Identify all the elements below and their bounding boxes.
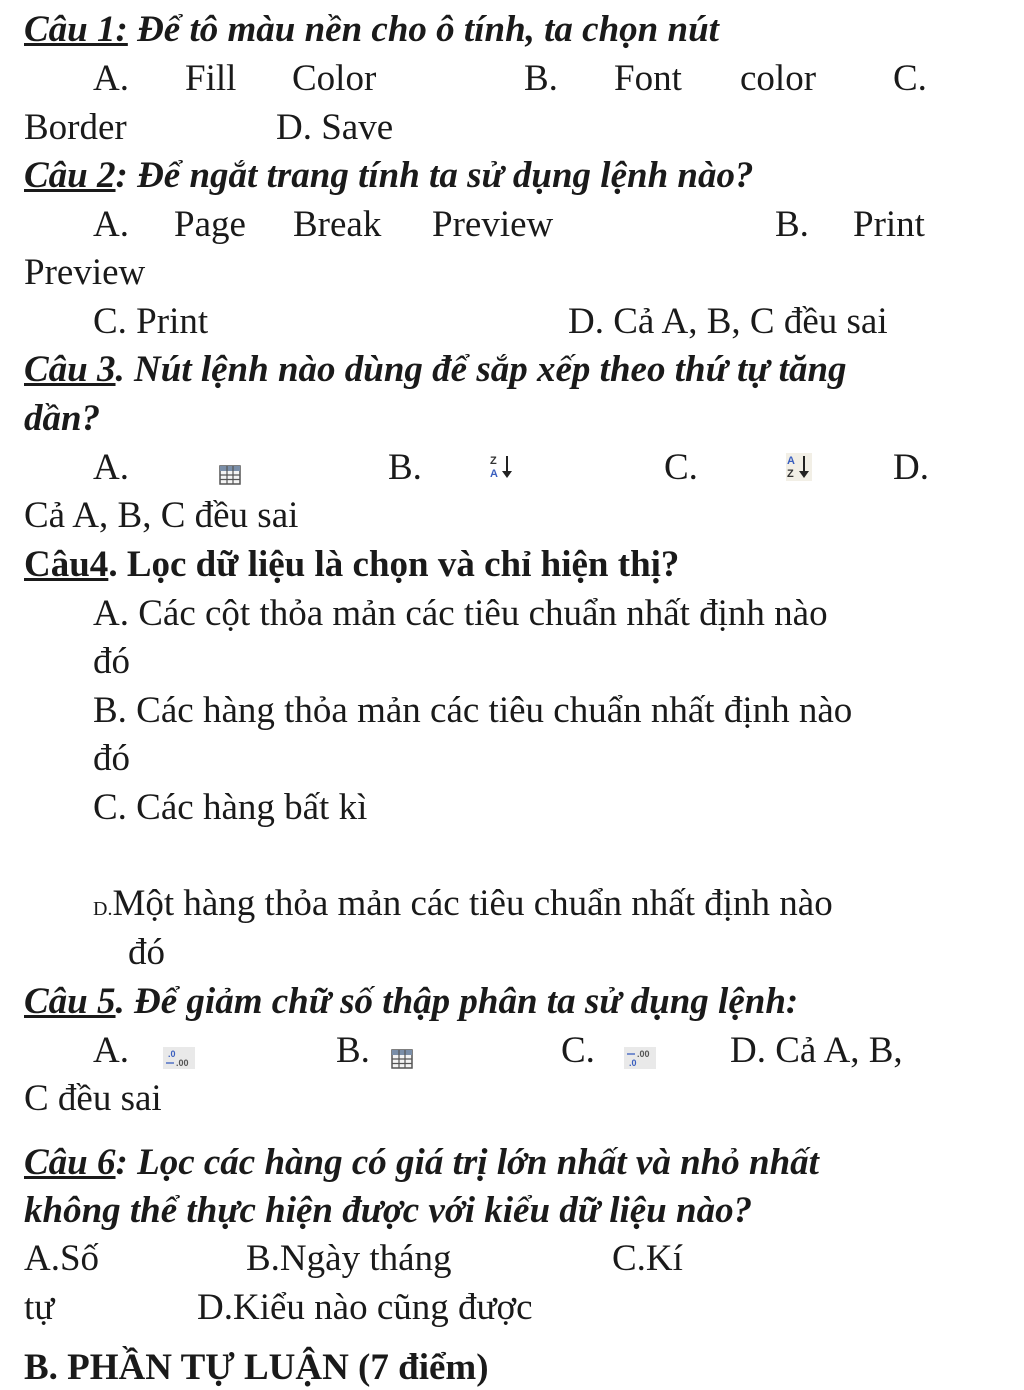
sort-descending-icon [489,448,515,492]
question-2-label: Câu 2 [24,155,116,196]
svg-text:.00: .00 [176,1058,189,1068]
q4-option-d-letter: D. [93,898,113,920]
q3-option-d-letter: D. [893,447,929,488]
q4-option-d-cont: đó [128,932,165,973]
q4-option-d: Một hàng thỏa mản các tiêu chuẩn nhất định nào [112,883,833,924]
q4-option-d-line [93,882,833,931]
q5-option-d: D. Cả A, B, [730,1030,903,1071]
decrease-decimal-icon [624,1036,656,1080]
question-3-text: . Nút lệnh nào dùng để sắp xếp theo thứ tự tăng [115,349,847,390]
q6-option-b: B.Ngày tháng [246,1238,452,1279]
question-1-text: Để tô màu nền cho ô tính, ta chọn nút [127,9,719,50]
question-6-text: : Lọc các hàng có giá trị lớn nhất và nhỏ nhất [115,1142,819,1183]
svg-text:.0: .0 [629,1058,637,1068]
q1-option-b-word2: color [740,58,817,99]
q4-option-a: A. Các cột thỏa mản các tiêu chuẩn nhất định nào [93,593,828,634]
q1-option-a-word2: Color [292,58,377,99]
q1-option-c-text: Border [24,107,127,148]
q5-option-a-letter: A. [93,1030,129,1071]
question-4-label: Câu4 [24,544,109,585]
q2-option-a-letter: A. [93,204,129,245]
q1-option-b-letter: B. [524,58,558,99]
q5-option-d-cont: C đều sai [24,1078,162,1119]
q1-option-d: D. Save [276,107,394,148]
svg-text:Z: Z [490,455,497,467]
q4-option-b-cont: đó [93,738,130,779]
next-section-heading: B. PHẦN TỰ LUẬN (7 điểm) [24,1347,489,1388]
question-5-label: Câu 5 [24,981,116,1022]
q1-option-c-letter: C. [893,58,927,99]
q4-option-b: B. Các hàng thỏa mản các tiêu chuẩn nhất định nào [93,690,853,731]
increase-decimal-icon [163,1036,195,1080]
sort-ascending-icon [786,448,812,492]
q2-option-d: D. Cả A, B, C đều sai [568,301,888,342]
q5-option-c-letter: C. [561,1030,595,1071]
svg-text:.00: .00 [637,1049,650,1059]
table-icon [219,452,241,496]
q1-option-a-letter: A. [93,58,129,99]
svg-text:.0: .0 [168,1049,176,1059]
question-6-label: Câu 6 [24,1142,116,1183]
q3-option-c-letter: C. [664,447,698,488]
question-5-text: . Để giảm chữ số thập phân ta sử dụng lệnh: [115,981,799,1022]
svg-text:A: A [490,468,498,480]
q1-option-a-word1: Fill [185,58,237,99]
question-3-title [24,348,847,392]
q3-option-d-text: Cả A, B, C đều sai [24,495,299,536]
q6-option-d: D.Kiểu nào cũng được [197,1287,533,1328]
q2-option-b-word1: Print [853,204,925,245]
question-6-title [24,1141,819,1185]
q2-option-b-letter: B. [775,204,809,245]
q4-option-a-cont: đó [93,641,130,682]
q6-option-c: C.Kí [612,1238,683,1279]
question-1-label: Câu 1: [24,9,128,50]
question-6-text-cont: không thể thực hiện được với kiểu dữ liệu nào? [24,1190,753,1231]
q3-option-a-letter: A. [93,447,129,488]
q2-option-c: C. Print [93,301,209,342]
svg-text:A: A [787,455,795,467]
question-3-label: Câu 3 [24,349,116,390]
q4-option-c: C. Các hàng bất kì [93,787,368,828]
svg-text:Z: Z [787,468,794,480]
question-4-title [24,543,679,587]
question-4-text: . Lọc dữ liệu là chọn và chỉ hiện thị? [108,544,680,585]
question-3-text-cont: dần? [24,398,101,439]
table-icon [391,1036,413,1080]
q6-option-a: A.Số [24,1238,100,1279]
q5-option-b-letter: B. [336,1030,370,1071]
q2-option-a-word3: Preview [432,204,554,245]
q2-option-a-word2: Break [293,204,382,245]
q2-option-a-word1: Page [174,204,246,245]
question-2-title [24,154,754,198]
question-2-text: : Để ngắt trang tính ta sử dụng lệnh nào? [115,155,754,196]
question-1-title [24,8,719,52]
q3-option-b-letter: B. [388,447,422,488]
q6-option-c-cont: tự [24,1287,55,1328]
question-5-title [24,980,798,1024]
q2-option-b-word2: Preview [24,252,146,293]
q1-option-b-word1: Font [614,58,682,99]
